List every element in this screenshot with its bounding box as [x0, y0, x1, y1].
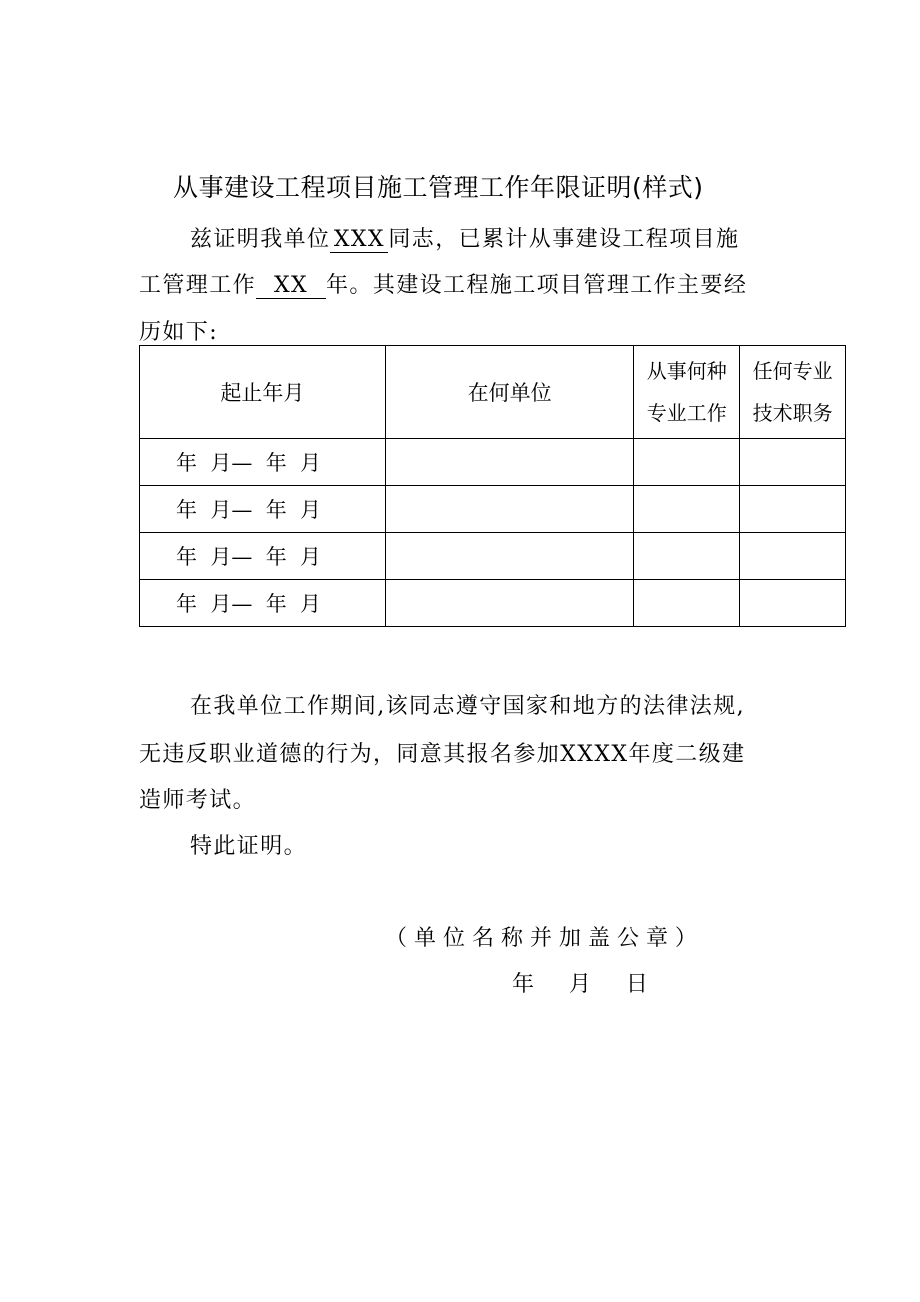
- row-title: [740, 439, 846, 486]
- intro-line-2: [139, 268, 747, 299]
- header-specialty-line-2: 专业工作: [646, 401, 727, 425]
- header-period: 起止年月: [140, 346, 386, 439]
- body-line-3: 造师考试。: [139, 788, 257, 813]
- row-unit: [385, 486, 634, 533]
- row-unit: [385, 439, 634, 486]
- seal-placeholder: （ 单 位 名 称 并 加 盖 公 章 ）: [385, 926, 697, 951]
- person-name-field: XXX: [330, 228, 388, 253]
- intro-line-2-suffix: 年。其建设工程施工项目管理工作主要经: [326, 273, 748, 298]
- row-title: [740, 533, 846, 580]
- intro-line-2-prefix: 工管理工作: [139, 273, 257, 298]
- row-title: [740, 580, 846, 627]
- row-specialty: [634, 533, 740, 580]
- table-header-row: [140, 346, 846, 439]
- row-period: 年 月— 年 月: [140, 580, 386, 627]
- header-unit: 在何单位: [385, 346, 634, 439]
- row-specialty: [634, 580, 740, 627]
- intro-line-3: 历如下:: [139, 320, 219, 345]
- row-unit: [385, 580, 634, 627]
- header-title-line-1: 任何专业: [752, 359, 833, 383]
- intro-line-1-prefix: 兹证明我单位: [190, 227, 331, 252]
- closing-line: 特此证明。: [190, 834, 308, 859]
- row-title: [740, 486, 846, 533]
- header-specialty-line-1: 从事何种: [646, 359, 727, 383]
- table-row: [140, 533, 846, 580]
- intro-line-1: [190, 222, 739, 253]
- years-field: XX: [256, 274, 326, 299]
- table-row: [140, 486, 846, 533]
- table-row: [140, 439, 846, 486]
- body-line-2: 无违反职业道德的行为，同意其报名参加XXXX年度二级建: [139, 742, 746, 767]
- table-row: [140, 580, 846, 627]
- row-unit: [385, 533, 634, 580]
- header-specialty: [634, 346, 740, 439]
- header-title-line-2: 技术职务: [752, 401, 833, 425]
- experience-table: [139, 345, 846, 627]
- row-period: 年 月— 年 月: [140, 439, 386, 486]
- document-title: 从事建设工程项目施工管理工作年限证明(样式): [173, 173, 704, 202]
- row-specialty: [634, 486, 740, 533]
- signature-date: 年 月 日: [512, 972, 648, 997]
- header-title: [740, 346, 846, 439]
- body-line-1: 在我单位工作期间,该同志遵守国家和地方的法律法规,: [190, 694, 745, 719]
- intro-line-1-suffix: 同志，已累计从事建设工程项目施: [388, 227, 740, 252]
- row-specialty: [634, 439, 740, 486]
- row-period: 年 月— 年 月: [140, 486, 386, 533]
- row-period: 年 月— 年 月: [140, 533, 386, 580]
